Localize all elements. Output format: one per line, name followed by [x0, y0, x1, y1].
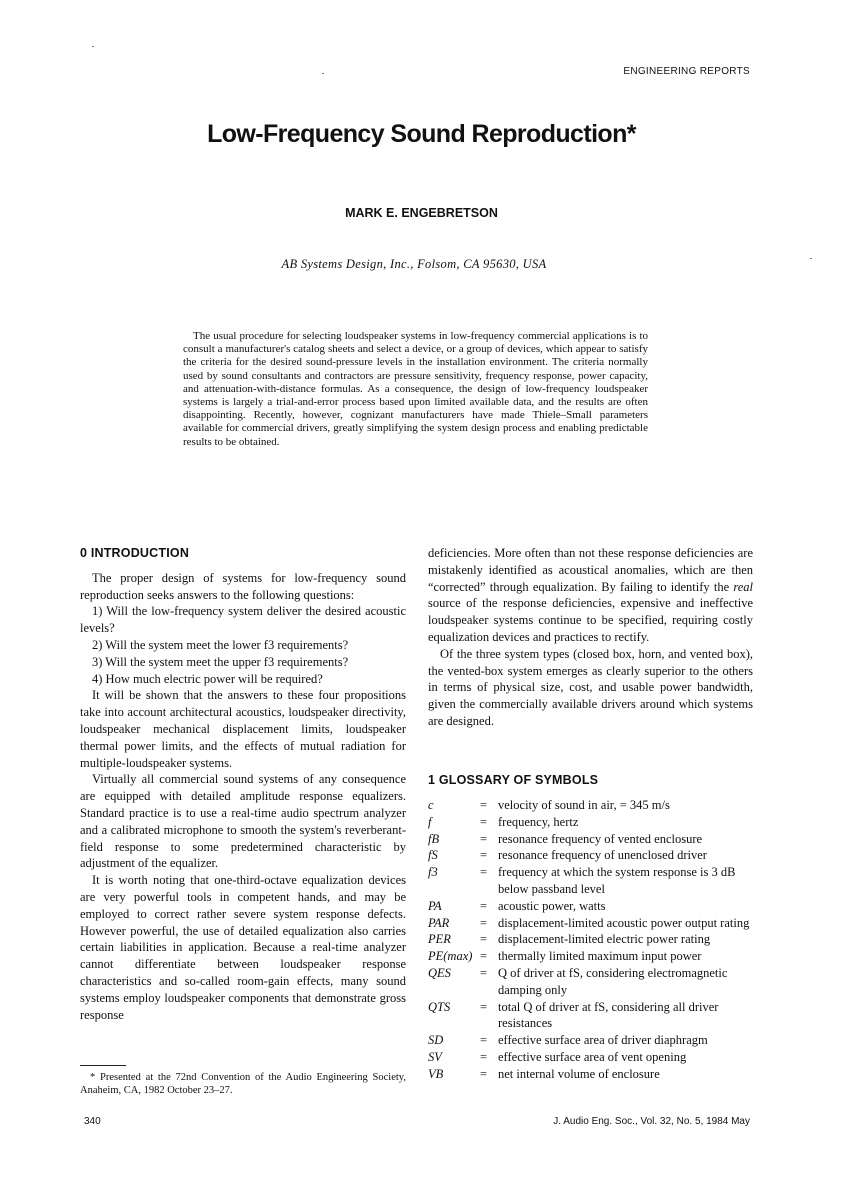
glossary-equals: =	[480, 898, 488, 913]
glossary-symbol: c	[428, 798, 434, 812]
glossary-definition: total Q of driver at fS, considering all driver resistances	[498, 999, 719, 1031]
journal-citation: J. Audio Eng. Soc., Vol. 32, No. 5, 1984 May	[553, 1116, 750, 1127]
glossary-symbol: VB	[428, 1066, 444, 1081]
glossary-equals: =	[480, 814, 488, 829]
glossary-equals: =	[480, 999, 488, 1014]
glossary-equals: =	[480, 915, 488, 930]
author-name: MARK E. ENGEBRETSON	[345, 206, 498, 220]
glossary-equals: =	[480, 1049, 488, 1064]
glossary-equals: =	[480, 949, 488, 964]
intro-paragraph: The proper design of systems for low-frequency sound reproduction seeks answers to the following questions:	[80, 570, 406, 602]
intro-paragraph: It will be shown that the answers to these four propositions take into account architectural acoustics, loudspeaker directivity, loudspeaker mechanical displacement limits, loudspeaker thermal power limits, and the effects of mutual radiation for multiple-loudspeaker systems.	[80, 688, 406, 770]
glossary-symbol: PER	[428, 932, 451, 947]
glossary-row	[428, 847, 758, 864]
glossary-equals: =	[480, 965, 488, 980]
glossary-symbol: PA	[428, 898, 442, 913]
glossary-list	[428, 797, 758, 1083]
intro-paragraph: Of the three system types (closed box, horn, and vented box), the vented-box system emerges as clearly superior to the others in terms of physical size, cost, and usable power bandwidth, given the commercially available drivers around which systems are designed.	[428, 646, 753, 728]
glossary-symbol: QES	[428, 965, 451, 980]
glossary-symbol: SD	[428, 1033, 444, 1048]
glossary-equals: =	[480, 865, 488, 880]
intro-paragraph-continued	[428, 545, 753, 646]
glossary-symbol: f	[428, 814, 432, 829]
author-affiliation: AB Systems Design, Inc., Folsom, CA 95630, USA	[281, 257, 547, 271]
paper-title: Low-Frequency Sound Reproduction*	[207, 120, 636, 148]
glossary-symbol: fB	[428, 831, 440, 846]
text-run: source of the response deficiencies, expensive and ineffective loudspeaker systems continue to be specified, requiring costly equalization devices and practices to rectify.	[428, 596, 753, 644]
text-run: deficiencies. More often than not these response deficiencies are mistakenly identified as acoustical anomalies, which are then “corrected” through equalization. By failing to identify the	[428, 546, 753, 594]
glossary-row	[428, 831, 758, 848]
glossary-definition: velocity of sound in air, = 345 m/s	[498, 798, 670, 812]
glossary-symbol: fS	[428, 848, 438, 863]
glossary-equals: =	[480, 848, 488, 863]
question-list	[80, 603, 406, 687]
emphasis-real: real	[733, 579, 753, 594]
section-label: ENGINEERING REPORTS	[623, 66, 750, 77]
intro-paragraph: It is worth noting that one-third-octave equalization devices are very powerful tools in competent hands, and may be employed to correct rather severe system response defects. However powerful, the use of detailed equalization also carries certain liabilities in application. Because a real-time analyzer cannot differentiate between loudspeaker response characteristics and so-called room-gain effects, many sound systems employ loudspeaker components that demonstrate gross response	[80, 873, 406, 1022]
glossary-row	[428, 931, 758, 948]
glossary-symbol: QTS	[428, 999, 451, 1014]
intro-paragraph: Virtually all commercial sound systems of any consequence are equipped with detailed amplitude response equalizers. Standard practice is to use a real-time audio spectrum analyzer and a calibrated microphone to smooth the system's reverberant-field response to some predetermined characteristic by adjustment of the equalizer.	[80, 772, 406, 871]
footnote-rule	[80, 1065, 126, 1066]
glossary-symbol: SV	[428, 1049, 442, 1064]
glossary-row	[428, 915, 758, 932]
glossary-definition: Q of driver at fS, considering electromagnetic damping only	[498, 965, 728, 997]
section-heading-glossary: 1 GLOSSARY OF SYMBOLS	[428, 773, 599, 787]
glossary-definition: acoustic power, watts	[498, 898, 606, 913]
question-item: 1) Will the low-frequency system deliver the desired acoustic levels?	[80, 604, 406, 636]
scan-speck	[322, 73, 324, 74]
glossary-symbol: f3	[428, 865, 438, 880]
glossary-symbol: PAR	[428, 915, 450, 930]
glossary-row	[428, 814, 758, 831]
glossary-equals: =	[480, 1033, 488, 1048]
glossary-row	[428, 1032, 758, 1049]
glossary-row	[428, 797, 758, 814]
glossary-definition: resonance frequency of unenclosed driver	[498, 848, 707, 863]
glossary-row	[428, 999, 758, 1033]
glossary-row	[428, 864, 758, 898]
glossary-heading-wrap	[428, 772, 753, 797]
question-item: 2) Will the system meet the lower f3 requirements?	[92, 637, 349, 652]
scan-speck	[92, 46, 94, 47]
glossary-equals: =	[480, 831, 488, 846]
glossary-definition: thermally limited maximum input power	[498, 949, 702, 964]
page-number: 340	[84, 1116, 101, 1127]
glossary-row	[428, 1066, 758, 1083]
abstract: The usual procedure for selecting loudspeaker systems in low-frequency commercial applications is to consult a manufacturer's catalog sheets and select a device, or a group of devices, which appear to satisfy the criteria for the desired sound-pressure levels in the installation environment. The criteria normally used by sound consultants and contractors are pressure sensitivity, frequency response, power capacity, and attenuation-with-distance formulas. As a consequence, the design of low-frequency loudspeaker systems is largely a trial-and-error process based upon limited available data, and the results are often disappointing. Recently, however, cognizant manufacturers have made Thiele–Small parameters available for commercial drivers, greatly simplifying the system design process and enabling predictable results to be obtained.	[183, 330, 648, 448]
left-column	[80, 545, 406, 1023]
section-heading-introduction: 0 INTRODUCTION	[80, 546, 190, 560]
glossary-row	[428, 965, 758, 999]
question-item: 3) Will the system meet the upper f3 requirements?	[92, 654, 349, 669]
glossary-definition: net internal volume of enclosure	[498, 1066, 660, 1081]
glossary-definition: frequency, hertz	[498, 814, 579, 829]
glossary-row	[428, 948, 758, 965]
glossary-definition: displacement-limited acoustic power output rating	[498, 915, 750, 930]
glossary-equals: =	[480, 932, 488, 947]
glossary-definition: displacement-limited electric power rating	[498, 932, 711, 947]
footnote: * Presented at the 72nd Convention of the Audio Engineering Society, Anaheim, CA, 1982 October 23–27.	[80, 1072, 406, 1096]
glossary-definition: effective surface area of driver diaphragm	[498, 1033, 708, 1048]
right-column	[428, 545, 753, 730]
glossary-row	[428, 1049, 758, 1066]
question-item: 4) How much electric power will be required?	[92, 671, 323, 686]
glossary-definition: frequency at which the system response is 3 dB below passband level	[498, 865, 736, 896]
glossary-definition: resonance frequency of vented enclosure	[498, 831, 703, 846]
glossary-row	[428, 898, 758, 915]
glossary-equals: =	[480, 1066, 488, 1081]
glossary-equals: =	[480, 798, 488, 812]
glossary-definition: effective surface area of vent opening	[498, 1049, 687, 1064]
glossary-symbol: PE(max)	[428, 949, 473, 964]
